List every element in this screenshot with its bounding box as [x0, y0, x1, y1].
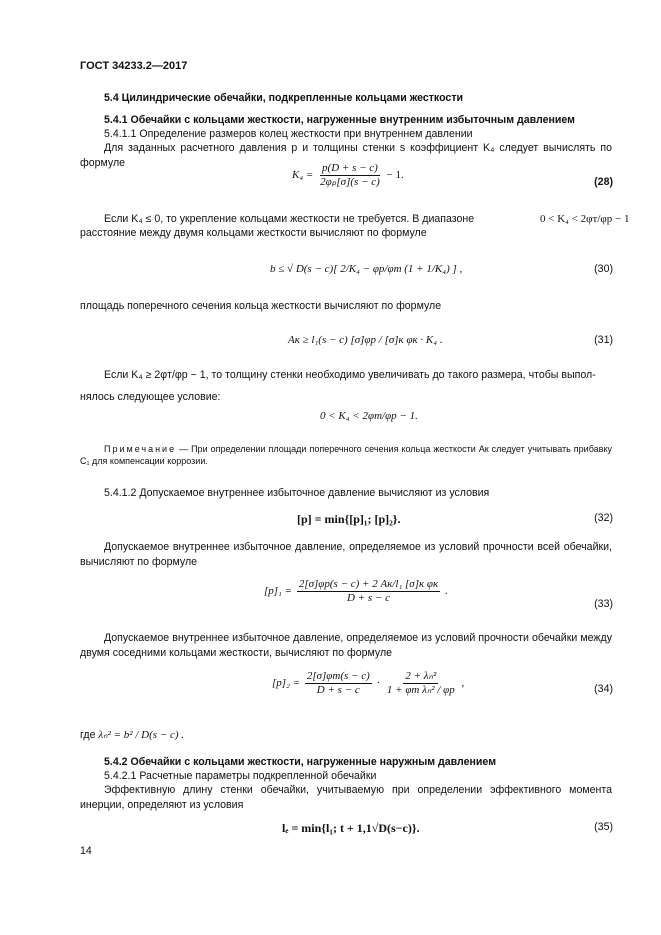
eq34-numerator-1: 2[σ]φт(s − c) [305, 670, 372, 684]
eq33-numerator: 2[σ]φр(s − c) + 2 Aк/l₁ [σ]к φк [297, 578, 440, 592]
document-header: ГОСТ 34233.2—2017 [80, 60, 188, 72]
equation-number-30: (30) [594, 263, 613, 275]
equation-number-31: (31) [594, 334, 613, 346]
page-number: 14 [80, 845, 92, 857]
eq28-fraction [318, 162, 382, 189]
eq33-lhs: [p]₁ = [264, 585, 293, 598]
paragraph-ring-area: площадь поперечного сечения кольца жесткости вычисляют по формуле [80, 300, 442, 312]
section-title-5-4-1-2: 5.4.1.2 Допускаемое внутреннее избыточное давление вычисляют из условия [104, 487, 490, 499]
eq34-lhs: [p]₂ = [272, 677, 301, 690]
section-title-5-4-2: 5.4.2 Обечайки с кольцами жесткости, нагруженные наружным давлением [104, 756, 497, 768]
paragraph-effective-length: Эффективную длину стенки обечайки, учитываемую при определении эффективного момента инерции, определяют из условия [80, 784, 612, 811]
where-clause [80, 728, 184, 743]
equation-number-35: (35) [594, 821, 613, 833]
note-text: — При определении площади поперечного сечения кольца жесткости Aк следует учитывать прибавку C₁ для компенсации коррозии. [80, 444, 612, 467]
note-label: Примечание [104, 444, 177, 454]
equation-33: [p]₁ = $\frac{\text{2[σ]φр(s − c) + 2 Aк/l₁ [σ]к φк}}{D + s - c}$ . [264, 578, 448, 605]
eq28-numerator: p(D + s − c) [320, 162, 380, 176]
equation-number-32: (32) [594, 512, 613, 524]
eq34-denominator-2: 1 + φт λₙ² / φр [386, 684, 455, 697]
paragraph-allowable-pressure-2: Допускаемое внутреннее избыточное давление, определяемое из условий прочности обечайки между двумя соседними кольцами жесткости, вычисляют по формуле [80, 632, 612, 659]
equation-number-33: (33) [594, 598, 613, 610]
eq34-denominator-1: D + s − c [316, 684, 360, 697]
equation-condition: 0 < K₄ < 2φт/φр − 1. [320, 410, 418, 422]
eq33-fraction [297, 578, 440, 605]
eq34-fraction-2 [385, 670, 457, 697]
paragraph-thickness-increase: Если K₄ ≥ 2φт/φр − 1, то толщину стенки необходимо увеличивать до такого размера, чтобы выпол- [104, 369, 596, 381]
eq34-fraction-1 [305, 670, 372, 697]
eq34-numerator-2: 2 + λₙ² [403, 670, 438, 684]
eq28-lhs: K₄ = [292, 169, 314, 182]
where-prefix: где [80, 729, 96, 741]
note-block [80, 443, 612, 468]
equation-number-34: (34) [594, 683, 613, 695]
section-title-5-4: 5.4 Цилиндрические обечайки, подкрепленные кольцами жесткости [104, 92, 464, 104]
inline-condition: 0 < K₄ < 2φт/φр − 1 [540, 213, 630, 225]
section-title-5-4-1-1: 5.4.1.1 Определение размеров колец жесткости при внутреннем давлении [104, 128, 473, 140]
paragraph-k4-intro: Для заданных расчетного давления p и толщины стенки s коэффициент K₄ следует вычислять по формуле [80, 142, 612, 169]
eq33-denominator: D + s − c [347, 592, 390, 605]
paragraph-k4-condition: Если K₄ ≤ 0, то укрепление кольцами жесткости не требуется. В диапазоне [104, 213, 475, 225]
equation-30: b ≤ √ D(s − c)[ 2/K₄ − φр/φт (1 + 1/K₄) ] , [270, 263, 463, 275]
section-title-5-4-2-1: 5.4.2.1 Расчетные параметры подкрепленной обечайки [104, 770, 377, 782]
equation-35: lₑ = min{l₁; t + 1,1√D(s−c)}. [282, 821, 420, 835]
paragraph-allowable-pressure-1: Допускаемое внутреннее избыточное давление, определяемое из условий прочности всей обечайки, вычисляют по формуле [80, 541, 612, 568]
where-formula: λₙ² = b² / D(s − c) . [98, 729, 184, 741]
equation-32: [p] = min{[p]₁; [p]₂}. [297, 512, 401, 526]
eq28-denominator: 2φₚ[σ](s − c) [320, 176, 380, 189]
eq28-tail: − 1. [386, 169, 404, 182]
equation-number-28: (28) [594, 176, 613, 188]
paragraph-ring-distance: расстояние между двумя кольцами жесткости вычисляют по формуле [80, 227, 427, 239]
paragraph-condition-follow: нялось следующее условие: [80, 391, 221, 403]
equation-34: [p]₂ = $\frac{2[\sigma]\varphi т(s - c)}{D + s - c}$ · $\frac{\text{2 + λₙ²}}{\text{1 + φт λₙ² / φр}}$ , [272, 670, 465, 697]
equation-28 [292, 162, 404, 189]
equation-31: Aк ≥ l₁(s − c) [σ]φр / [σ]к φк · K₄ . [288, 334, 443, 346]
section-title-5-4-1: 5.4.1 Обечайки с кольцами жесткости, нагруженные внутренним избыточным давлением [104, 114, 575, 126]
